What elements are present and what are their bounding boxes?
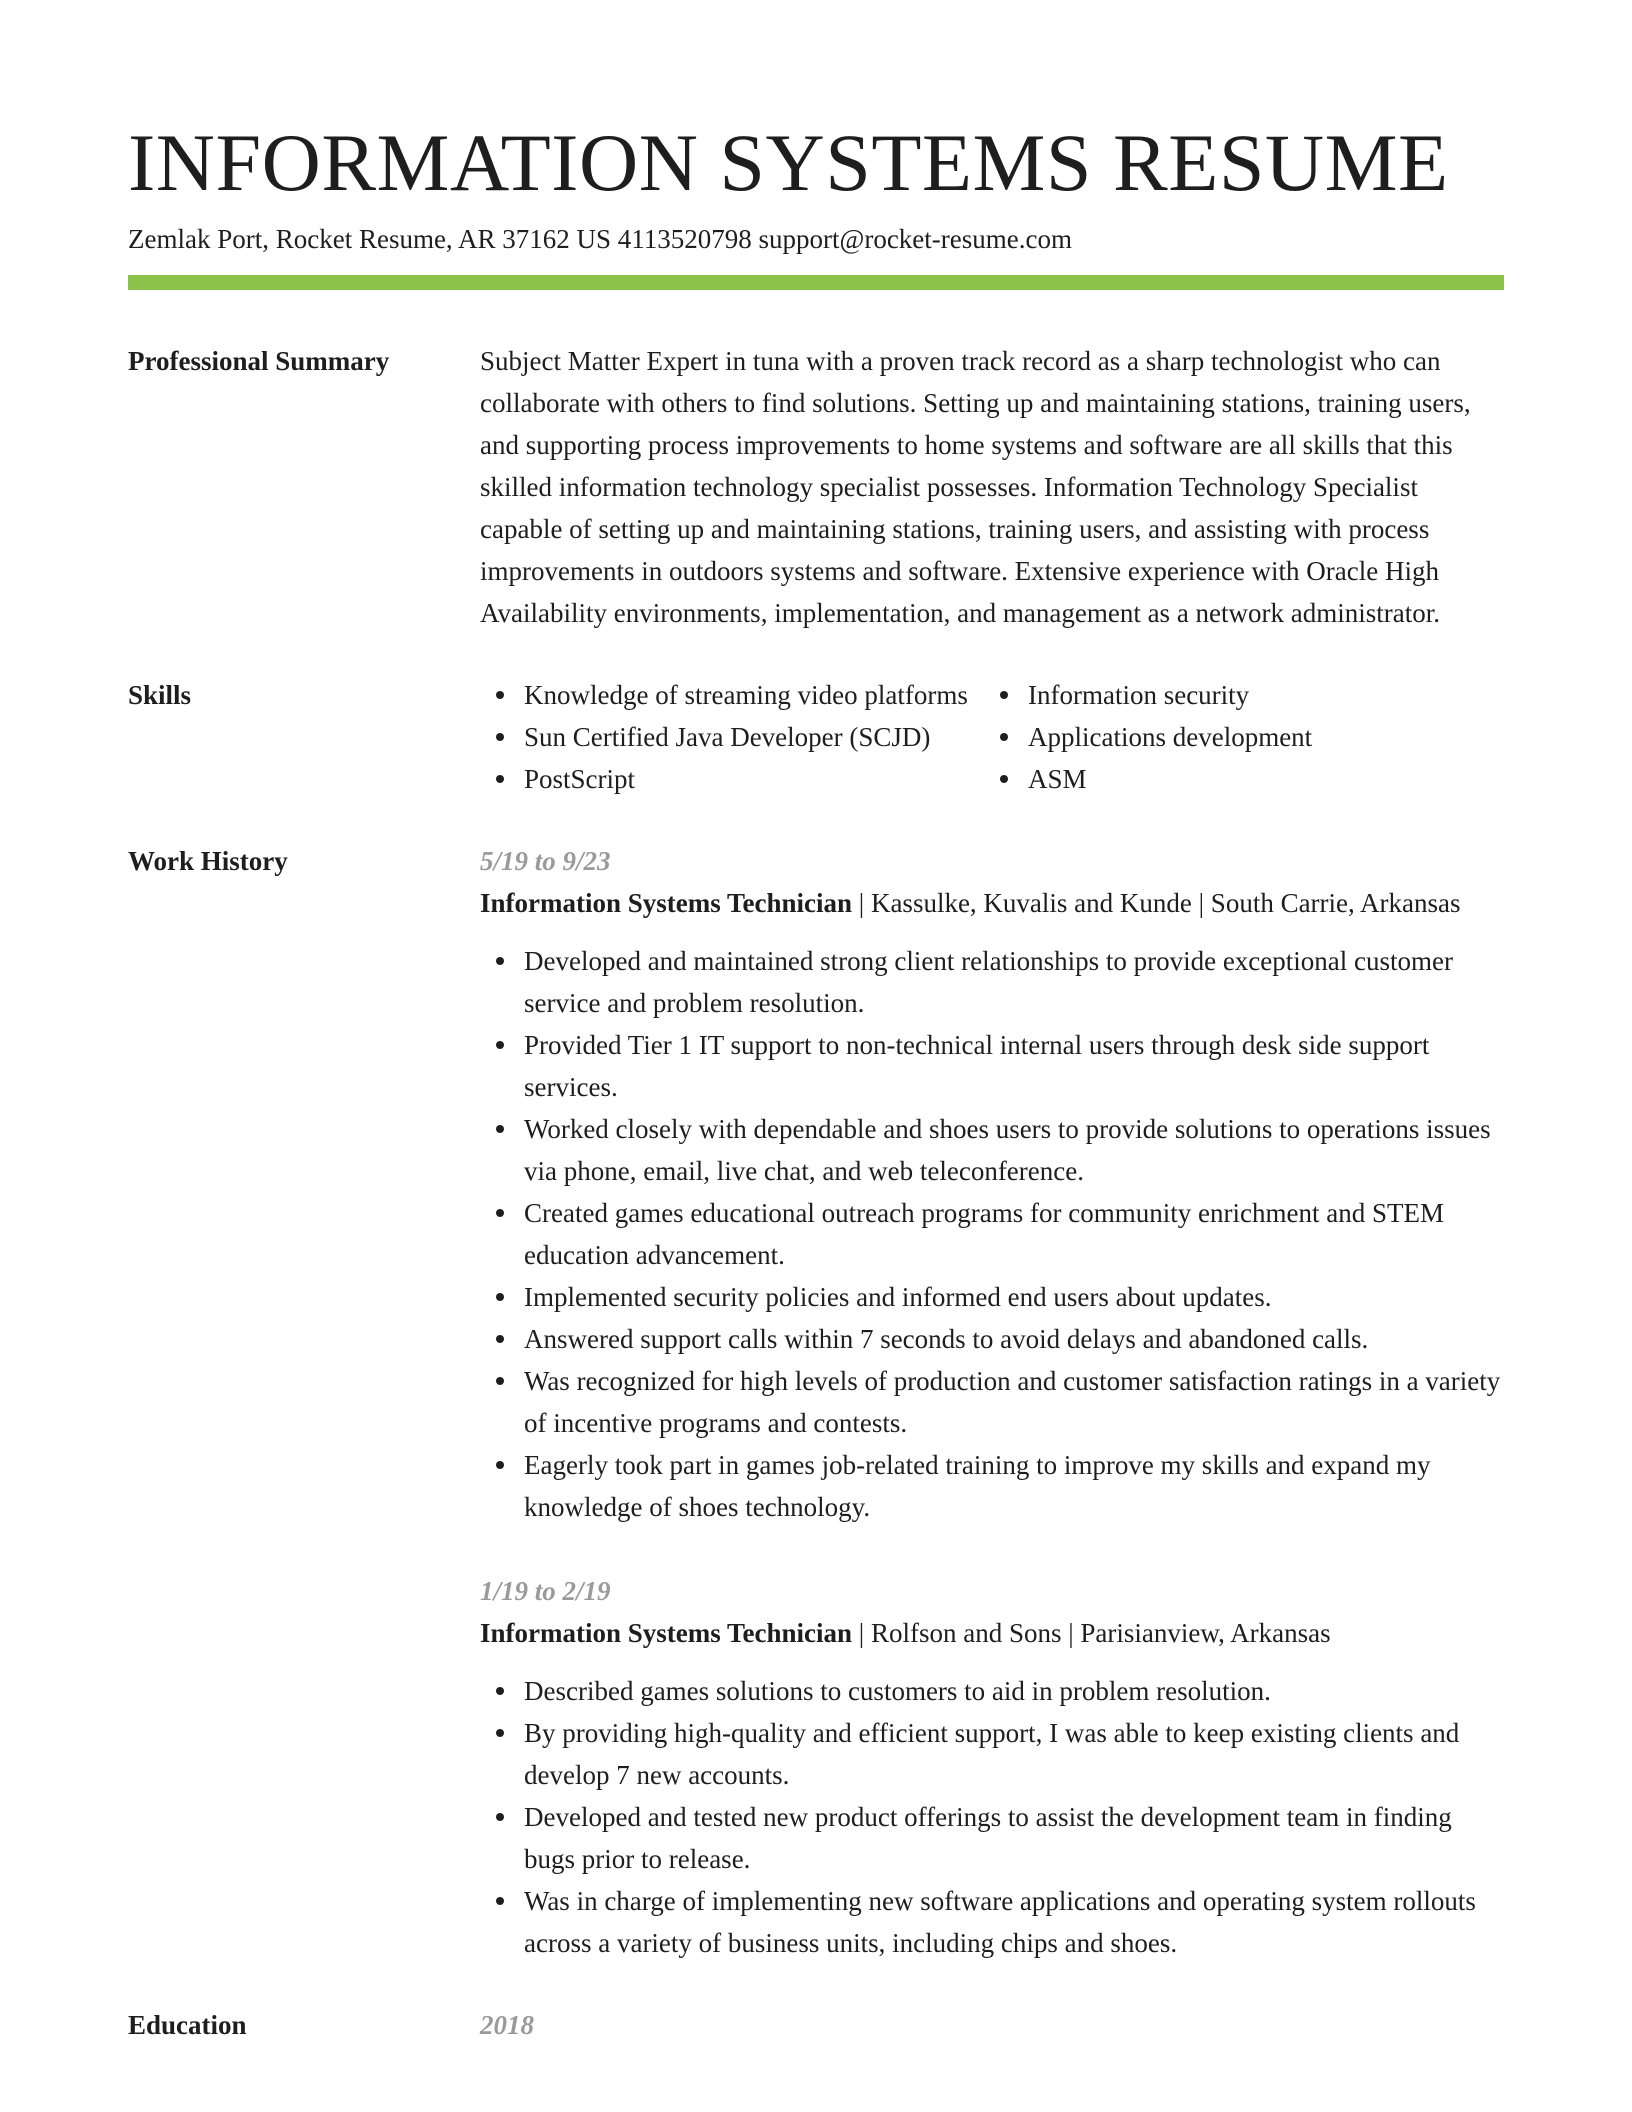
skills-section — [128, 674, 1504, 800]
education-section — [128, 2004, 1504, 2046]
summary-section — [128, 340, 1504, 634]
job-title: Information Systems Technician — [480, 888, 853, 919]
job-details: | Kassulke, Kuvalis and Kunde | South Carrie, Arkansas — [852, 888, 1461, 919]
job-bullet: Implemented security policies and informed end users about updates. — [480, 1276, 1504, 1318]
job-bullets — [480, 1670, 1504, 1964]
resume-title: INFORMATION SYSTEMS RESUME — [128, 117, 1449, 208]
job-bullets — [480, 940, 1504, 1528]
job-bullet: Eagerly took part in games job-related training to improve my skills and expand my knowledge of shoes technology. — [480, 1444, 1504, 1528]
job-heading — [480, 1612, 1504, 1654]
job-bullet: Was recognized for high levels of production and customer satisfaction ratings in a variety of incentive programs and contests. — [480, 1360, 1504, 1444]
summary-text: Subject Matter Expert in tuna with a proven track record as a sharp technologist who can collaborate with others to find solutions. Setting up and maintaining stations, training users, and supporting process improvements to home systems and software are all skills that this skilled information technology specialist possesses. Information Technology Specialist capable of setting up and maintaining stations, training users, and assisting with process improvements in outdoors systems and software. Extensive experience with Oracle High Availability environments, implementation, and management as a network administrator. — [480, 346, 1471, 629]
job-bullet: Answered support calls within 7 seconds to avoid delays and abandoned calls. — [480, 1318, 1504, 1360]
job-bullet: Developed and maintained strong client relationships to provide exceptional customer service and problem resolution. — [480, 940, 1504, 1024]
job-bullet: Created games educational outreach programs for community enrichment and STEM education advancement. — [480, 1192, 1504, 1276]
section-label: Work History — [128, 846, 288, 877]
education-dates: 2018 — [480, 2010, 534, 2041]
job-dates: 5/19 to 9/23 — [480, 846, 611, 877]
job-bullet: Worked closely with dependable and shoes users to provide solutions to operations issues via phone, email, live chat, and web teleconference. — [480, 1108, 1504, 1192]
job-title: Information Systems Technician — [480, 1618, 853, 1649]
job-bullet: Developed and tested new product offerings to assist the development team in finding bugs prior to release. — [480, 1796, 1504, 1880]
job-heading — [480, 882, 1504, 924]
contact-line: Zemlak Port, Rocket Resume, AR 37162 US 4113520798 support@rocket-resume.com — [128, 224, 1072, 255]
skill-item: Applications development — [984, 716, 1504, 758]
job-bullet: By providing high-quality and efficient support, I was able to keep existing clients and develop 7 new accounts. — [480, 1712, 1504, 1796]
skill-item: Knowledge of streaming video platforms — [480, 674, 984, 716]
skills-list — [480, 674, 1504, 800]
job-dates: 1/19 to 2/19 — [480, 1576, 611, 1607]
job-entry — [480, 1570, 1504, 1964]
skill-item: Information security — [984, 674, 1504, 716]
skill-item: PostScript — [480, 758, 984, 800]
resume-page — [128, 118, 1504, 2046]
job-bullet: Was in charge of implementing new software applications and operating system rollouts across a variety of business units, including chips and shoes. — [480, 1880, 1504, 1964]
skill-item: ASM — [984, 758, 1504, 800]
job-details: | Rolfson and Sons | Parisianview, Arkansas — [852, 1618, 1331, 1649]
section-label: Skills — [128, 680, 192, 711]
job-bullet: Provided Tier 1 IT support to non-technical internal users through desk side support services. — [480, 1024, 1504, 1108]
work-history-section — [128, 840, 1504, 1964]
section-label: Professional Summary — [128, 346, 390, 377]
section-label: Education — [128, 2010, 247, 2041]
header-divider — [128, 275, 1504, 290]
skill-item: Sun Certified Java Developer (SCJD) — [480, 716, 984, 758]
job-bullet: Described games solutions to customers to aid in problem resolution. — [480, 1670, 1504, 1712]
job-entry — [480, 840, 1504, 1528]
